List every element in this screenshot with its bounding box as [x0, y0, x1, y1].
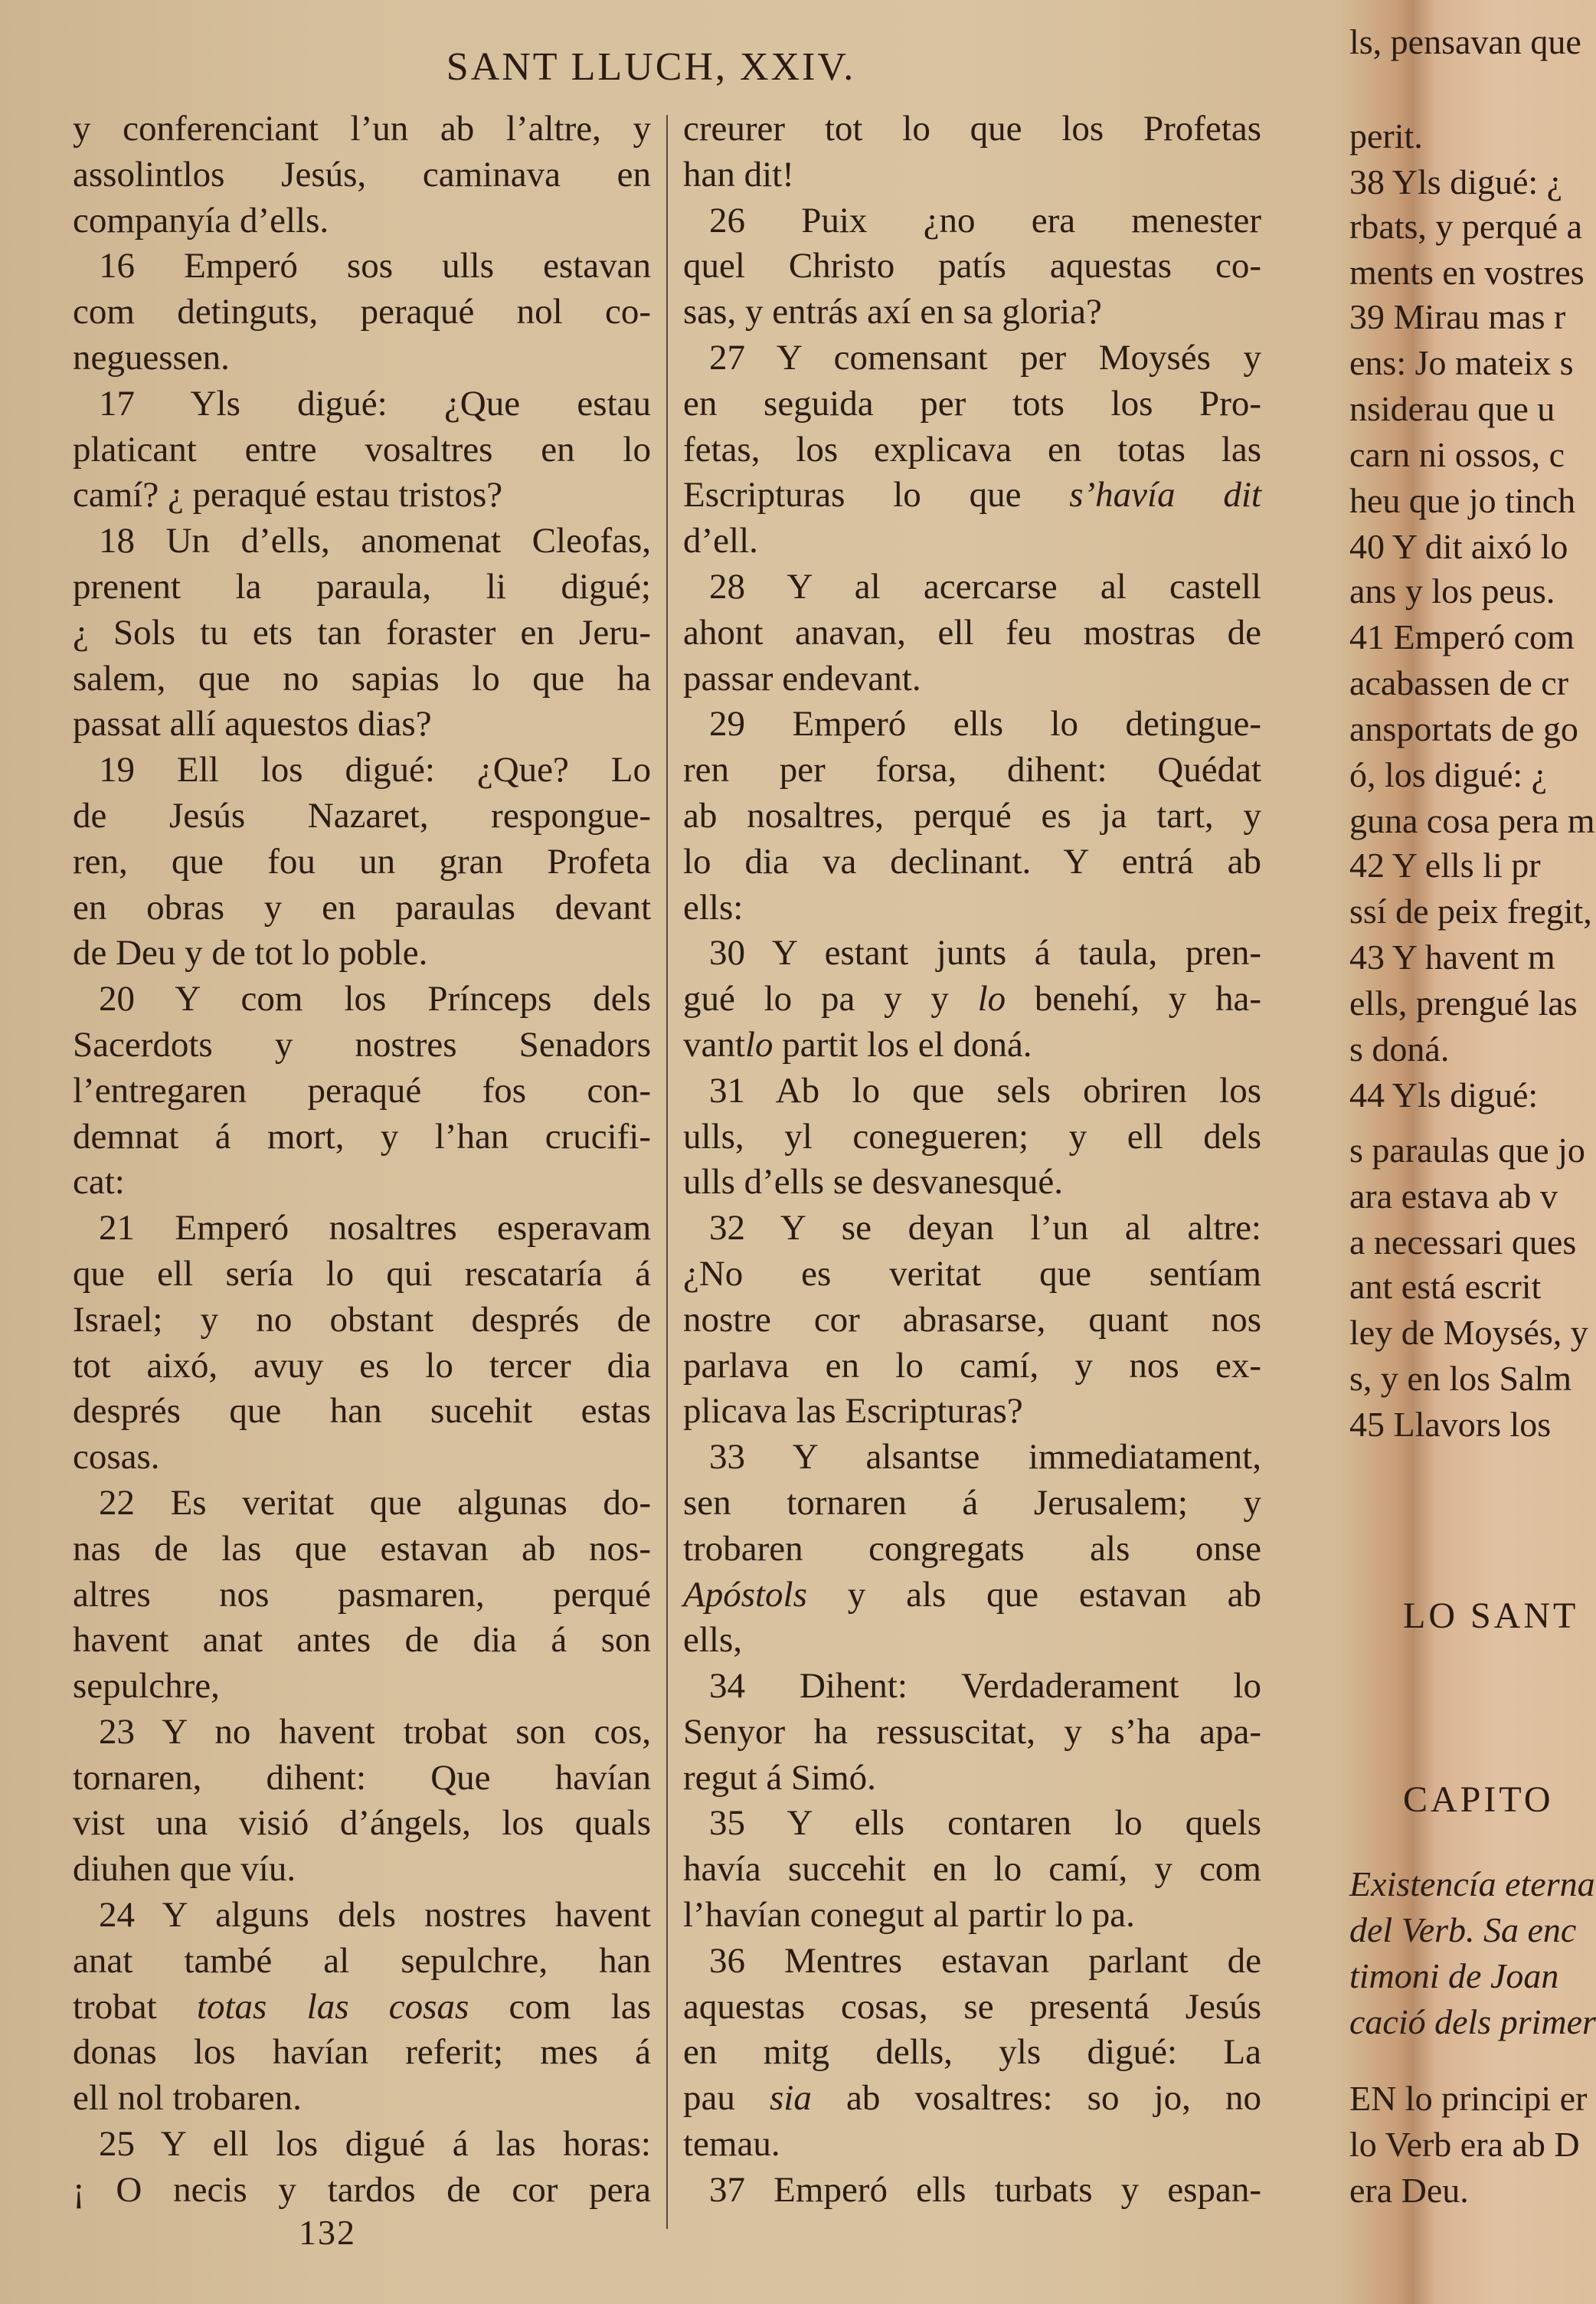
- facing-page-line: ley de Moysés, y: [1349, 1313, 1588, 1352]
- text-line: [73, 1618, 651, 1664]
- text-line: [683, 1252, 1261, 1298]
- text-segment: 24 Y alguns dels nostres havent: [99, 1895, 651, 1936]
- text-line: [683, 1023, 1261, 1069]
- column-divider: [666, 115, 668, 2229]
- text-line: [683, 1710, 1261, 1756]
- text-line: [683, 2030, 1261, 2076]
- text-line: [683, 1389, 1261, 1435]
- text-line: [73, 610, 651, 656]
- text-line: [683, 1160, 1261, 1206]
- left-column: [73, 106, 651, 2214]
- text-line: [683, 2122, 1261, 2168]
- text-segment: anat també al sepulchre, han: [73, 1940, 651, 1981]
- text-line: [683, 473, 1261, 519]
- text-segment: tot aixó, avuy es lo tercer dia: [73, 1345, 651, 1386]
- text-segment: en mitg dells, yls digué: La: [683, 2032, 1261, 2073]
- text-line: [683, 1985, 1261, 2031]
- facing-page: [1349, 0, 1596, 2304]
- facing-page-line: acabassen de cr: [1349, 663, 1569, 702]
- text-segment: lo dia va declinant. Y entrá ab: [683, 841, 1261, 882]
- text-segment: vist una visió d’ángels, los quals: [73, 1803, 651, 1844]
- text-line: [73, 106, 651, 152]
- facing-page-line: cació dels primer: [1349, 2002, 1596, 2041]
- text-segment: camí? ¿ peraqué estau tristos?: [73, 475, 503, 515]
- facing-page-line: 43 Y havent m: [1349, 938, 1555, 977]
- text-segment: 33 Y alsantse immediatament,: [709, 1437, 1261, 1478]
- text-line: [683, 1114, 1261, 1160]
- text-segment: sen tornaren á Jerusalem; y: [683, 1482, 1261, 1523]
- text-line: [683, 1664, 1261, 1710]
- text-segment: en obras y en paraulas devant: [73, 887, 651, 928]
- text-segment: 31 Ab lo que sels obriren los: [709, 1070, 1261, 1111]
- text-segment: 20 Y com los Prínceps dels: [99, 979, 651, 1019]
- text-segment: diuhen que víu.: [73, 1849, 296, 1890]
- text-segment: altres nos pasmaren, perqué: [73, 1574, 651, 1615]
- text-line: [73, 1481, 651, 1527]
- text-segment: demnat á mort, y l’han crucifi-: [73, 1116, 651, 1157]
- text-line: [73, 1801, 651, 1847]
- text-segment: 34 Dihent: Verdaderament lo: [709, 1666, 1261, 1707]
- text-segment: 32 Y se deyan l’un al altre:: [709, 1208, 1261, 1249]
- text-line: [73, 473, 651, 519]
- facing-page-line: ara estava ab v: [1349, 1177, 1558, 1216]
- text-segment: vant: [683, 1024, 745, 1065]
- text-segment: salem, que no sapias lo que ha: [73, 658, 651, 699]
- text-segment: de Deu y de tot lo poble.: [73, 933, 428, 974]
- text-segment: després que han sucehit estas: [73, 1391, 651, 1432]
- text-line: [683, 839, 1261, 885]
- text-segment: ells,: [683, 1620, 743, 1661]
- text-segment: ahont anavan, ell feu mostras de: [683, 612, 1261, 653]
- text-segment: com detinguts, peraqué nol co-: [73, 292, 651, 332]
- text-segment: cat:: [73, 1162, 125, 1203]
- text-line: [73, 1023, 651, 1069]
- facing-page-line: ens: Jo mateix s: [1349, 343, 1574, 382]
- text-line: [683, 748, 1261, 794]
- text-line: [683, 290, 1261, 335]
- text-line: [73, 839, 651, 885]
- text-segment: trobat: [73, 1986, 197, 2027]
- text-segment: 30 Y estant junts á taula, pren-: [709, 933, 1261, 974]
- facing-page-line: perit.: [1349, 116, 1423, 155]
- text-segment: aquestas cosas, se presentá Jesús: [683, 1986, 1261, 2027]
- text-line: [683, 1206, 1261, 1252]
- text-line: [683, 1939, 1261, 1985]
- text-segment: 28 Y al acercarse al castell: [709, 566, 1261, 607]
- text-line: [683, 198, 1261, 244]
- text-segment: 25 Y ell los digué á las horas:: [99, 2124, 651, 2165]
- text-segment: 23 Y no havent trobat son cos,: [99, 1711, 651, 1752]
- page-number: 132: [299, 2213, 356, 2252]
- text-segment: assolintlos Jesús, caminava en: [73, 154, 651, 195]
- text-line: [683, 1756, 1261, 1802]
- text-segment: 18 Un d’ells, anomenat Cleofas,: [99, 521, 651, 561]
- text-line: [683, 702, 1261, 748]
- facing-page-line: nsiderau que u: [1349, 389, 1555, 428]
- facing-page-line: Existencía eterna: [1349, 1864, 1595, 1903]
- text-segment: l’entregaren peraqué fos con-: [73, 1070, 651, 1111]
- text-line: [683, 1893, 1261, 1939]
- text-segment: y als que estavan ab: [806, 1574, 1261, 1615]
- text-line: [683, 106, 1261, 152]
- text-line: [73, 885, 651, 931]
- text-segment: 37 Emperó ells turbats y espan-: [709, 2169, 1261, 2210]
- text-line: [73, 702, 651, 748]
- text-line: [73, 2076, 651, 2122]
- text-line: [73, 656, 651, 702]
- facing-page-line: s doná.: [1349, 1029, 1450, 1069]
- text-segment: Senyor ha ressuscitat, y s’ha apa-: [683, 1711, 1261, 1752]
- text-segment: ren, que fou un gran Profeta: [73, 841, 651, 882]
- facing-page-line: heu que jo tinch: [1349, 481, 1576, 520]
- text-line: [73, 519, 651, 565]
- text-line: [683, 244, 1261, 290]
- italic-text: lo: [977, 979, 1006, 1019]
- facing-page-line: lo Verb era ab D: [1349, 2125, 1580, 2164]
- text-segment: ¿ Sols tu ets tan foraster en Jeru-: [73, 612, 651, 653]
- text-segment: com las: [469, 1986, 651, 2027]
- text-line: [73, 1527, 651, 1573]
- text-line: [683, 152, 1261, 198]
- text-line: [683, 335, 1261, 381]
- running-header: SANT LLUCH, XXIV.: [446, 45, 856, 89]
- facing-page-line: timoni de Joan: [1349, 1956, 1559, 1995]
- text-segment: platicant entre vosaltres en lo: [73, 429, 651, 470]
- text-segment: tornaren, dihent: Que havían: [73, 1757, 651, 1798]
- text-line: [73, 427, 651, 473]
- facing-page-line: ells, prengué las: [1349, 983, 1578, 1023]
- text-line: [73, 1160, 651, 1206]
- text-line: [73, 1343, 651, 1389]
- text-segment: neguessen.: [73, 337, 230, 378]
- text-line: [73, 335, 651, 381]
- text-line: [683, 977, 1261, 1023]
- text-segment: ab vosaltres: so jo, no: [811, 2078, 1261, 2119]
- italic-text: Apóstols: [683, 1574, 807, 1615]
- facing-page-line: ssí de peix fregit,: [1349, 892, 1592, 931]
- facing-page-line: era Deu.: [1349, 2171, 1469, 2210]
- text-line: [73, 748, 651, 794]
- facing-page-line: ls, pensavan que: [1349, 22, 1581, 61]
- text-segment: prenent la paraula, li digué;: [73, 566, 651, 607]
- text-line: [683, 1573, 1261, 1618]
- text-line: [73, 931, 651, 977]
- text-line: [73, 2122, 651, 2168]
- text-line: [683, 1847, 1261, 1893]
- text-segment: creurer tot lo que los Profetas: [683, 109, 1261, 149]
- text-line: [73, 2030, 651, 2076]
- text-segment: 26 Puix ¿no era menester: [709, 200, 1261, 241]
- text-line: [73, 1206, 651, 1252]
- text-line: [73, 1710, 651, 1756]
- facing-page-line: del Verb. Sa enc: [1349, 1910, 1577, 1949]
- facing-page-line: ments en vostres: [1349, 253, 1585, 292]
- text-line: [73, 1985, 651, 2031]
- facing-page-line: carn ni ossos, c: [1349, 435, 1565, 474]
- facing-page-line: ant está escrit: [1349, 1267, 1542, 1306]
- facing-page-line: 41 Emperó com: [1349, 617, 1575, 656]
- text-line: [73, 1389, 651, 1435]
- text-line: [683, 1298, 1261, 1343]
- text-line: [73, 1756, 651, 1802]
- text-line: [73, 1435, 651, 1481]
- text-segment: ab nosaltres, perqué es ja tart, y: [683, 795, 1261, 836]
- text-line: [683, 381, 1261, 427]
- text-line: [683, 565, 1261, 610]
- text-line: [73, 565, 651, 610]
- text-line: [73, 198, 651, 244]
- text-line: [683, 1801, 1261, 1847]
- text-segment: Sacerdots y nostres Senadors: [73, 1024, 651, 1065]
- text-segment: benehí, y ha-: [1006, 979, 1262, 1019]
- text-line: [73, 794, 651, 839]
- italic-text: s’havía dit: [1069, 475, 1261, 515]
- text-line: [73, 1252, 651, 1298]
- text-line: [73, 1114, 651, 1160]
- facing-page-line: 42 Y ells li pr: [1349, 846, 1541, 885]
- text-line: [683, 656, 1261, 702]
- text-line: [683, 885, 1261, 931]
- text-segment: gué lo pa y y: [683, 979, 978, 1019]
- facing-page-line: EN lo principi er: [1349, 2079, 1588, 2118]
- facing-page-line: 39 Mirau mas r: [1349, 297, 1566, 336]
- text-line: [683, 1618, 1261, 1664]
- right-column: [683, 106, 1261, 2214]
- text-line: [683, 1435, 1261, 1481]
- text-segment: de Jesús Nazaret, respongue-: [73, 795, 651, 836]
- text-segment: 27 Y comensant per Moysés y: [709, 337, 1261, 378]
- text-line: [683, 794, 1261, 839]
- facing-page-line: rbats, y perqué a: [1349, 207, 1582, 246]
- facing-page-heading: CAPITO: [1403, 1779, 1554, 1820]
- facing-page-line: a necessari ques: [1349, 1222, 1577, 1262]
- text-segment: sas, y entrás axí en sa gloria?: [683, 292, 1102, 332]
- text-line: [73, 977, 651, 1023]
- text-segment: l’havían conegut al partir lo pa.: [683, 1895, 1135, 1936]
- text-segment: que ell sería lo qui rescataría á: [73, 1253, 651, 1294]
- text-segment: ¡ O necis y tardos de cor pera: [73, 2169, 651, 2210]
- text-segment: 17 Yls digué: ¿Que estau: [99, 383, 651, 424]
- text-segment: Escripturas lo que: [683, 475, 1070, 515]
- facing-page-heading: LO SANT: [1403, 1595, 1579, 1636]
- text-segment: companyía d’ells.: [73, 200, 329, 241]
- text-segment: trobaren congregats als onse: [683, 1528, 1261, 1569]
- text-segment: passar endevant.: [683, 658, 921, 699]
- text-segment: sepulchre,: [73, 1666, 220, 1707]
- text-line: [683, 931, 1261, 977]
- facing-page-line: ans y los peus.: [1349, 571, 1555, 610]
- text-line: [73, 2168, 651, 2214]
- text-segment: quel Christo patís aquestas co-: [683, 246, 1261, 286]
- text-line: [683, 1481, 1261, 1527]
- text-segment: passat allí aquestos dias?: [73, 704, 432, 745]
- text-line: [683, 610, 1261, 656]
- text-segment: pau: [683, 2078, 770, 2119]
- text-line: [683, 519, 1261, 565]
- text-segment: 35 Y ells contaren lo quels: [709, 1803, 1261, 1844]
- text-segment: 19 Ell los digué: ¿Que? Lo: [99, 750, 651, 790]
- text-segment: ren per forsa, dihent: Quédat: [683, 750, 1261, 790]
- text-line: [73, 1573, 651, 1618]
- text-segment: d’ell.: [683, 521, 758, 561]
- text-line: [683, 1343, 1261, 1389]
- facing-page-line: 45 Llavors los: [1349, 1405, 1552, 1444]
- text-line: [73, 290, 651, 335]
- text-segment: 16 Emperó sos ulls estavan: [99, 246, 651, 286]
- italic-text: lo: [744, 1024, 773, 1065]
- text-line: [73, 244, 651, 290]
- text-line: [73, 1069, 651, 1114]
- facing-page-line: s, y en los Salm: [1349, 1359, 1572, 1398]
- text-segment: 36 Mentres estavan parlant de: [709, 1940, 1261, 1981]
- text-segment: donas los havían referit; mes á: [73, 2032, 651, 2073]
- facing-page-line: s paraulas que jo: [1349, 1131, 1585, 1170]
- facing-page-line: ó, los digué: ¿: [1349, 755, 1548, 794]
- text-segment: 29 Emperó ells lo detingue-: [709, 704, 1261, 745]
- text-segment: 21 Emperó nosaltres esperavam: [99, 1208, 651, 1249]
- text-segment: Israel; y no obstant després de: [73, 1299, 651, 1340]
- text-line: [73, 1893, 651, 1939]
- text-line: [73, 152, 651, 198]
- facing-page-line: 40 Y dit aixó lo: [1349, 527, 1568, 566]
- text-line: [73, 1664, 651, 1710]
- text-segment: ulls d’ells se desvanesqué.: [683, 1162, 1064, 1203]
- text-segment: han dit!: [683, 154, 794, 195]
- italic-text: totas las cosas: [196, 1986, 469, 2027]
- text-line: [73, 1939, 651, 1985]
- text-line: [73, 1298, 651, 1343]
- text-line: [73, 1847, 651, 1893]
- facing-page-line: guna cosa pera m: [1349, 801, 1595, 840]
- text-segment: ulls, yl conegueren; y ell dels: [683, 1116, 1261, 1157]
- text-segment: fetas, los explicava en totas las: [683, 429, 1261, 470]
- text-line: [683, 1069, 1261, 1114]
- text-segment: en seguida per tots los Pro-: [683, 383, 1261, 424]
- text-line: [683, 2168, 1261, 2214]
- text-segment: ell nol trobaren.: [73, 2078, 302, 2119]
- text-line: [683, 2076, 1261, 2122]
- text-segment: nostre cor abrasarse, quant nos: [683, 1299, 1261, 1340]
- facing-page-line: 38 Yls digué: ¿: [1349, 162, 1563, 201]
- italic-text: sia: [769, 2078, 812, 2119]
- text-segment: 22 Es veritat que algunas do-: [99, 1482, 651, 1523]
- text-segment: cosas.: [73, 1437, 160, 1478]
- text-segment: ells:: [683, 887, 744, 928]
- text-line: [683, 427, 1261, 473]
- text-segment: plicava las Escripturas?: [683, 1391, 1023, 1432]
- text-segment: nas de las que estavan ab nos-: [73, 1528, 651, 1569]
- facing-page-line: ansportats de go: [1349, 709, 1578, 748]
- text-segment: parlava en lo camí, y nos ex-: [683, 1345, 1261, 1386]
- facing-page-line: 44 Yls digué:: [1349, 1075, 1539, 1114]
- text-segment: temau.: [683, 2124, 780, 2165]
- text-segment: havía succehit en lo camí, y com: [683, 1849, 1261, 1890]
- text-segment: ¿No es veritat que sentíam: [683, 1253, 1261, 1294]
- text-segment: regut á Simó.: [683, 1757, 876, 1798]
- text-segment: partit los el doná.: [773, 1024, 1032, 1065]
- text-segment: y conferenciant l’un ab l’altre, y: [73, 109, 651, 149]
- text-line: [683, 1527, 1261, 1573]
- text-segment: havent anat antes de dia á son: [73, 1620, 651, 1661]
- text-line: [73, 381, 651, 427]
